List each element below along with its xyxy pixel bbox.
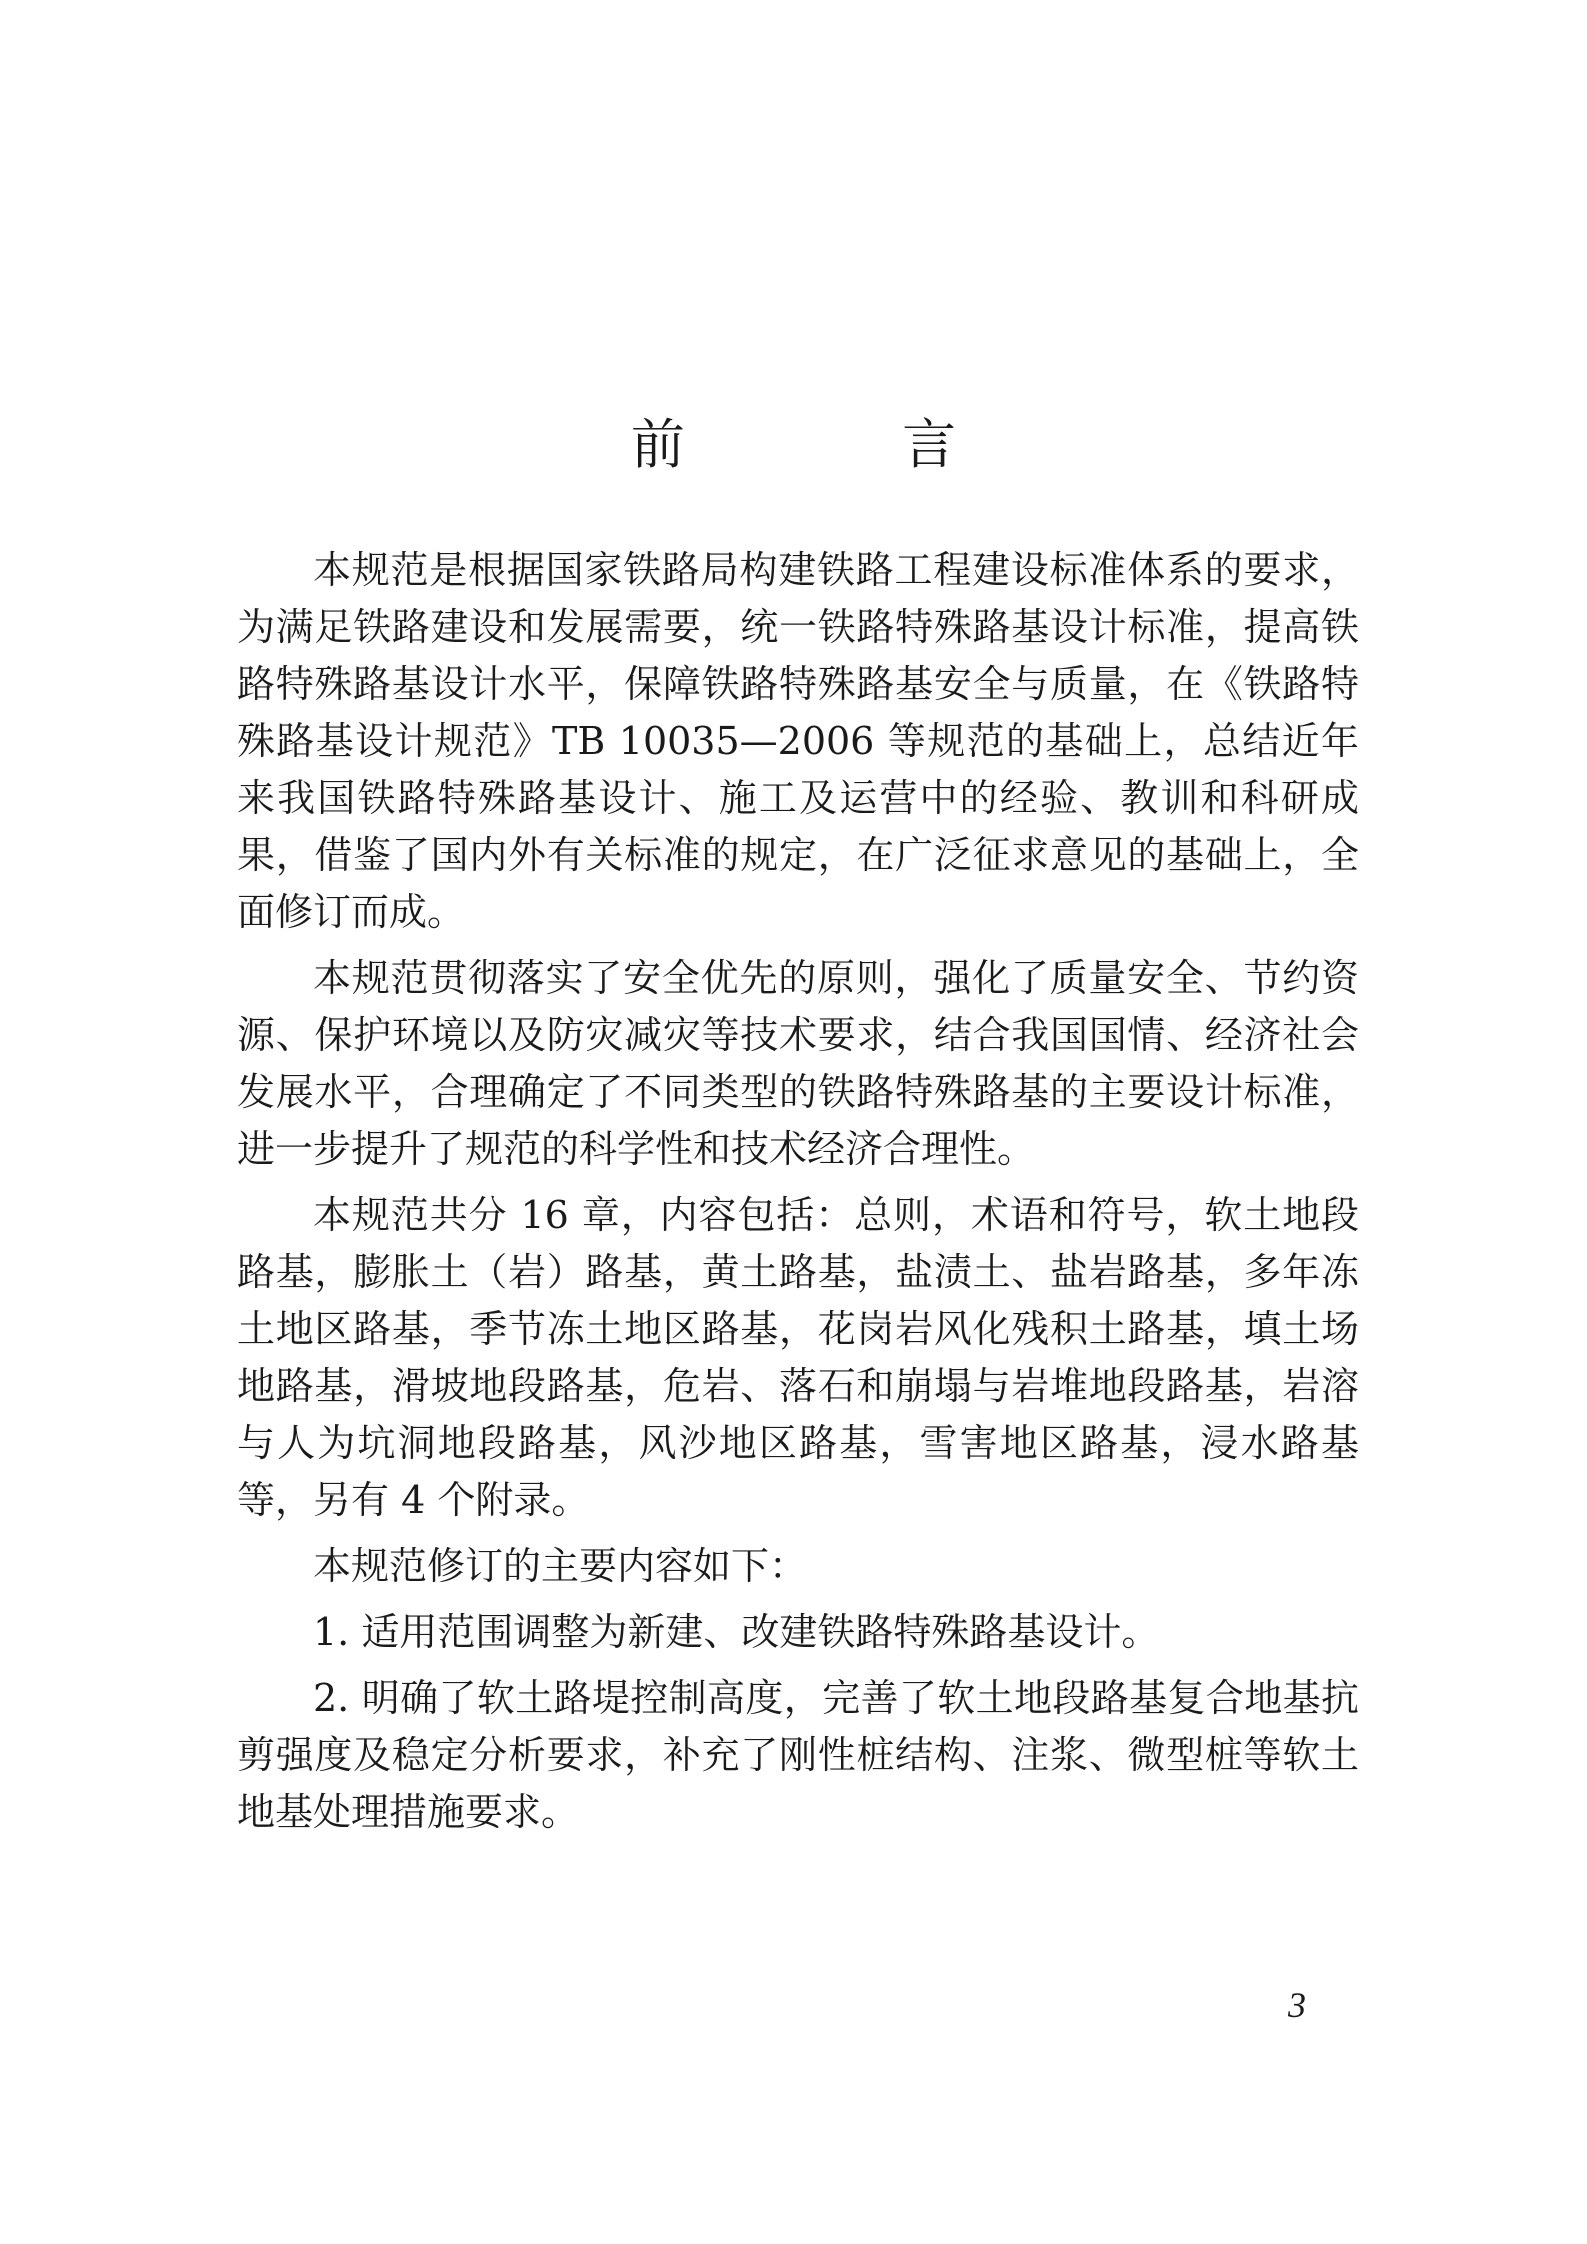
paragraph: 本规范是根据国家铁路局构建铁路工程建设标准体系的要求，为满足铁路建设和发展需要，统一铁路特殊路基设计标准，提高铁路特殊路基设计水平，保障铁路特殊路基安全与质量，在《铁路特殊路基设计规范》TB 10035—2006 等规范的基础上，总结近年来我国铁路特殊路基设计、施工及运营中的经验、教训和科研成果，借鉴了国内外有关标准的规定，在广泛征求意见的基础上，全面修订而成。 [237, 548, 1359, 934]
page-number: 3 [1288, 1985, 1306, 2025]
body-text [237, 542, 1359, 1850]
paragraph: 本规范共分 16 章，内容包括：总则，术语和符号，软土地段路基，膨胀土（岩）路基，黄土路基，盐渍土、盐岩路基，多年冻土地区路基，季节冻土地区路基，花岗岩风化残积土路基，填土场地路基，滑坡地段路基，危岩、落石和崩塌与岩堆地段路基，岩溶与人为坑洞地段路基，风沙地区路基，雪害地区路基，浸水路基等，另有 4 个附录。 [237, 1193, 1359, 1522]
paragraph: 1. 适用范围调整为新建、改建铁路特殊路基设计。 [313, 1610, 1160, 1654]
paragraph: 本规范贯彻落实了安全优先的原则，强化了质量安全、节约资源、保护环境以及防灾减灾等技术要求，结合我国国情、经济社会发展水平，合理确定了不同类型的铁路特殊路基的主要设计标准，进一步提升了规范的科学性和技术经济合理性。 [237, 956, 1359, 1171]
paragraph: 本规范修订的主要内容如下： [313, 1544, 808, 1588]
page-title: 前 言 [630, 413, 1057, 476]
paragraph: 2. 明确了软土路堤控制高度，完善了软土地段路基复合地基抗剪强度及稳定分析要求，补充了刚性桩结构、注浆、微型桩等软土地基处理措施要求。 [237, 1676, 1359, 1834]
